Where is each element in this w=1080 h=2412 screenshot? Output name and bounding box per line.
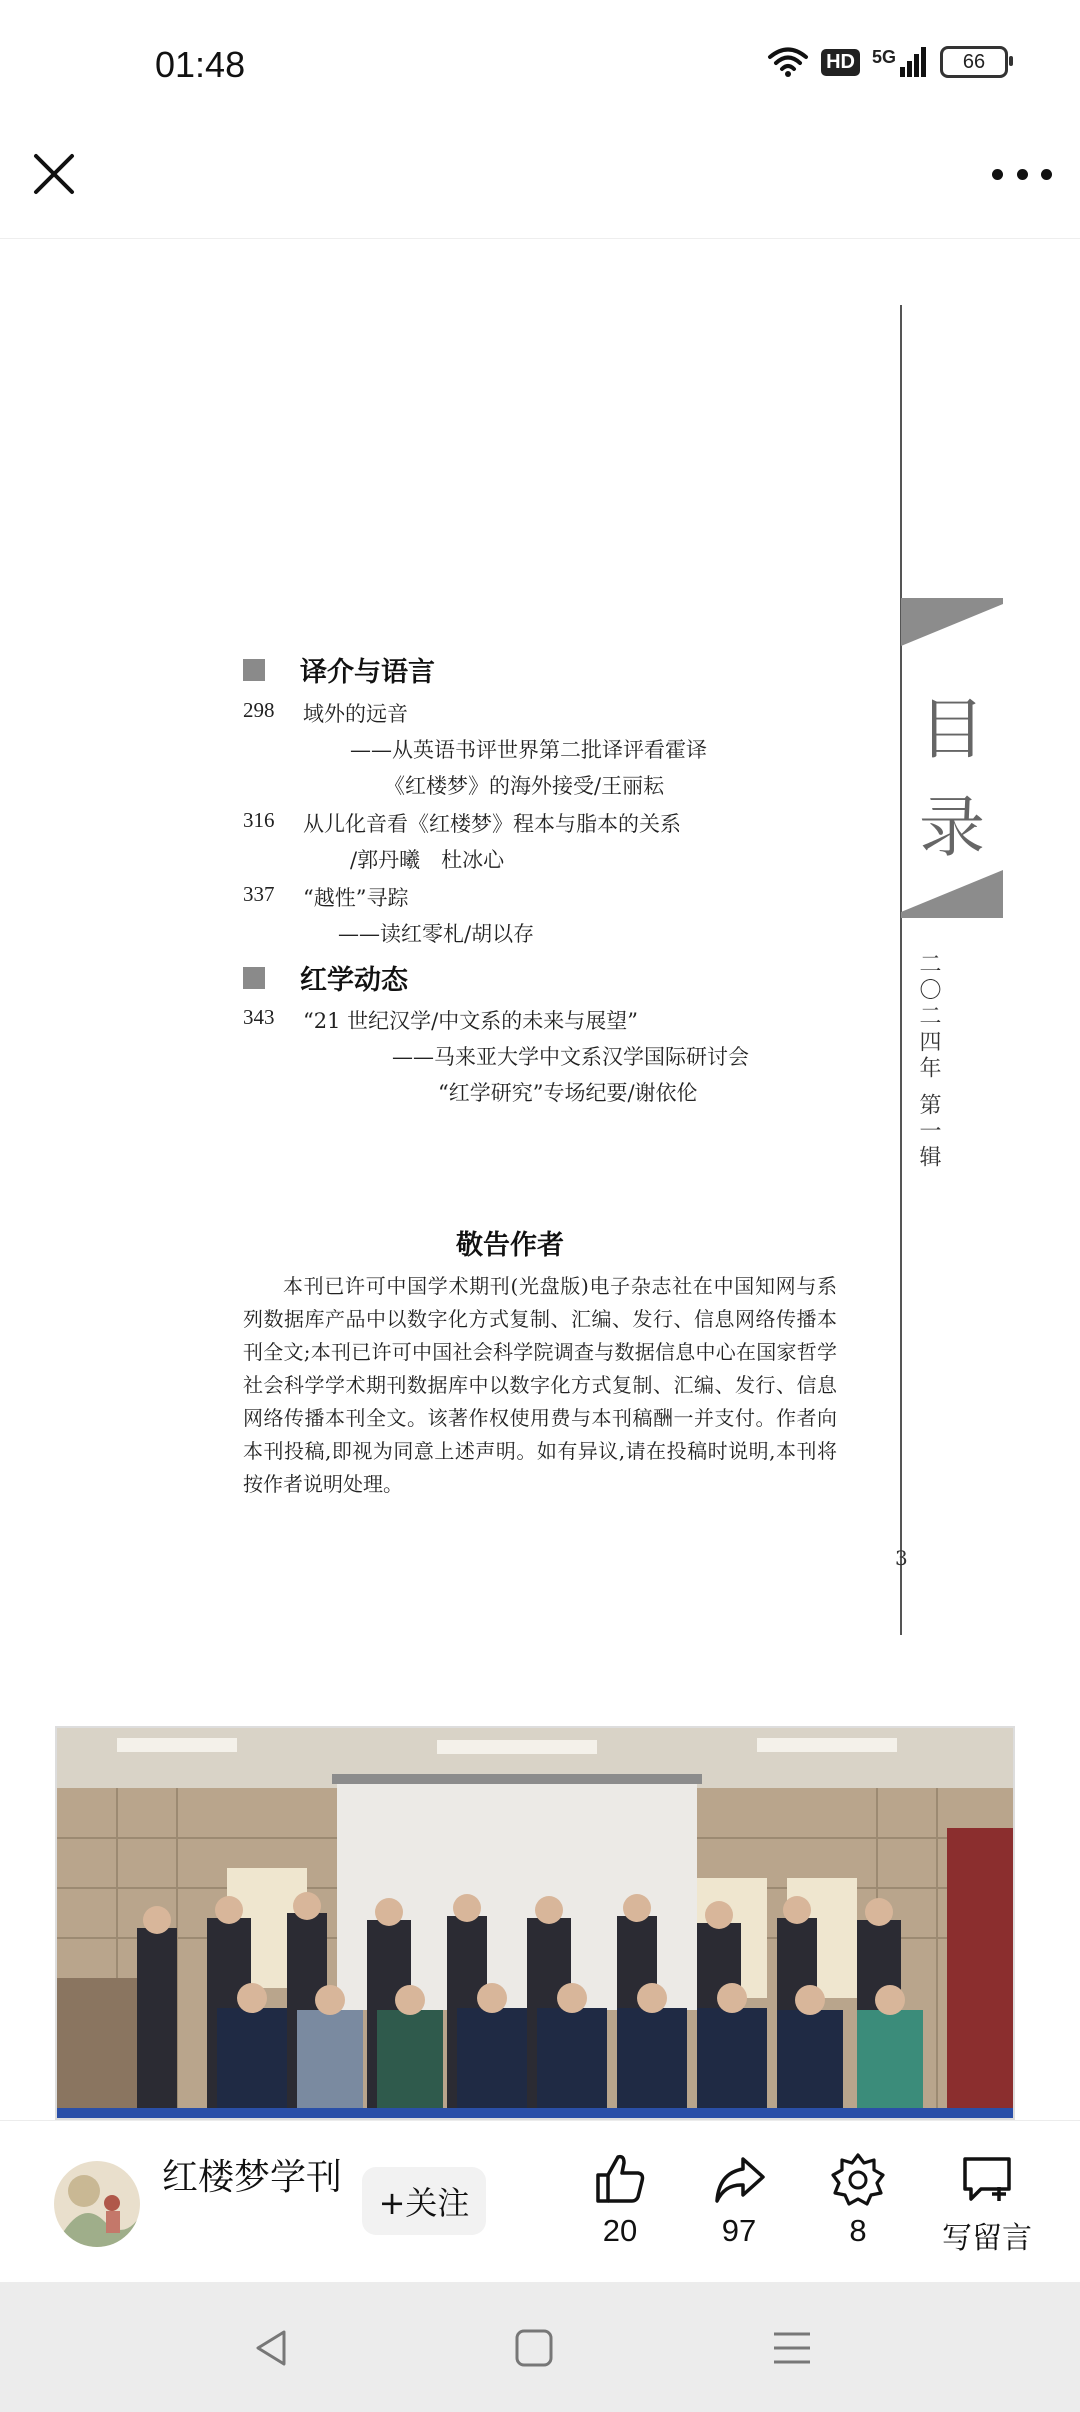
comment-button[interactable] [922,2151,1052,2257]
entry-subtitle: ——从英语书评世界第二批译评看霍译 [350,738,707,762]
entry-page-number: 316 [243,808,275,832]
top-bar [0,140,1080,239]
follow-button[interactable]: +关注 [362,2167,486,2235]
avatar[interactable] [54,2161,140,2247]
back-nav-icon[interactable] [250,2326,294,2370]
share-count: 97 [721,2213,757,2248]
entry-title: 域外的远音 [303,702,408,726]
entry-page-number: 337 [243,882,275,906]
recommend-button[interactable] [803,2151,913,2249]
section-heading: 红学动态 [243,958,408,997]
notice-body: 本刊已许可中国学术期刊(光盘版)电子杂志社在中国知网与系列数据库产品中以数字化方式复制、汇编、发行、信息网络传播本刊全文;本刊已许可中国社会科学院调查与数据信息中心在国家哲学社会科学学术期刊数据库中以数字化方式复制、汇编、发行、信息网络传播本刊全文。该著作权使用费与本刊稿酬一并支付。作者向本刊投稿,即视为同意上述声明。如有异议,请在投稿时说明,本刊将按作者说明处理。 [243,1274,837,1496]
section-marker [243,967,265,989]
group-photo [55,1726,1015,2120]
menu-nav-icon[interactable] [770,2326,814,2370]
entry-author: /郭丹曦 杜冰心 [350,848,505,872]
action-bar [0,2120,1080,2281]
home-nav-icon[interactable] [512,2326,556,2370]
entry-title: “21 世纪汉学/中文系的未来与展望” [303,1009,638,1033]
share-icon [711,2151,767,2207]
status-bar [0,0,1080,140]
article-page-image [0,240,1080,1680]
share-button[interactable] [684,2151,794,2249]
like-icon [592,2151,648,2207]
close-icon[interactable] [30,150,78,198]
recommend-count: 8 [849,2213,867,2248]
entry-title: “越性”寻踪 [303,886,409,910]
wifi-icon [767,46,809,78]
cell-signal-icon [872,47,928,77]
entry-page-number: 343 [243,1005,275,1029]
hd-badge: HD [821,49,860,76]
comment-label: 写留言 [942,2221,1032,2256]
recommend-icon [830,2151,886,2207]
like-count: 20 [602,2213,638,2248]
entry-title: 从儿化音看《红楼梦》程本与脂本的关系 [303,812,681,836]
entry-subtitle: ——马来亚大学中文系汉学国际研讨会 [392,1045,749,1069]
page-number: 3 [895,1546,908,1570]
entry-subtitle: ——读红零札/胡以存 [338,922,535,946]
account-name[interactable]: 红楼梦学刊 [162,2157,343,2198]
entry-page-number: 298 [243,698,275,722]
comment-icon [959,2151,1015,2207]
like-button[interactable] [565,2151,675,2249]
section-heading: 译介与语言 [243,650,435,689]
contents-char-2: 录 [919,789,985,866]
network-type: 5G [871,47,896,67]
contents-char-1: 目 [919,691,985,768]
page-rule [900,305,902,1635]
more-icon[interactable] [992,160,1052,188]
battery-level: 66 [962,50,986,73]
battery-icon [940,46,1008,78]
notice-title: 敬告作者 [456,1230,564,1261]
status-icons [767,46,1008,78]
system-nav-bar [0,2282,1080,2412]
clock: 01:48 [155,44,246,85]
entry-subtitle: “红学研究”专场纪要/谢依伦 [438,1081,698,1105]
entry-subtitle: 《红楼梦》的海外接受/王丽耘 [384,774,665,798]
section-marker [243,659,265,681]
issue-date: 二〇二四年 第一辑 [916,952,941,1171]
